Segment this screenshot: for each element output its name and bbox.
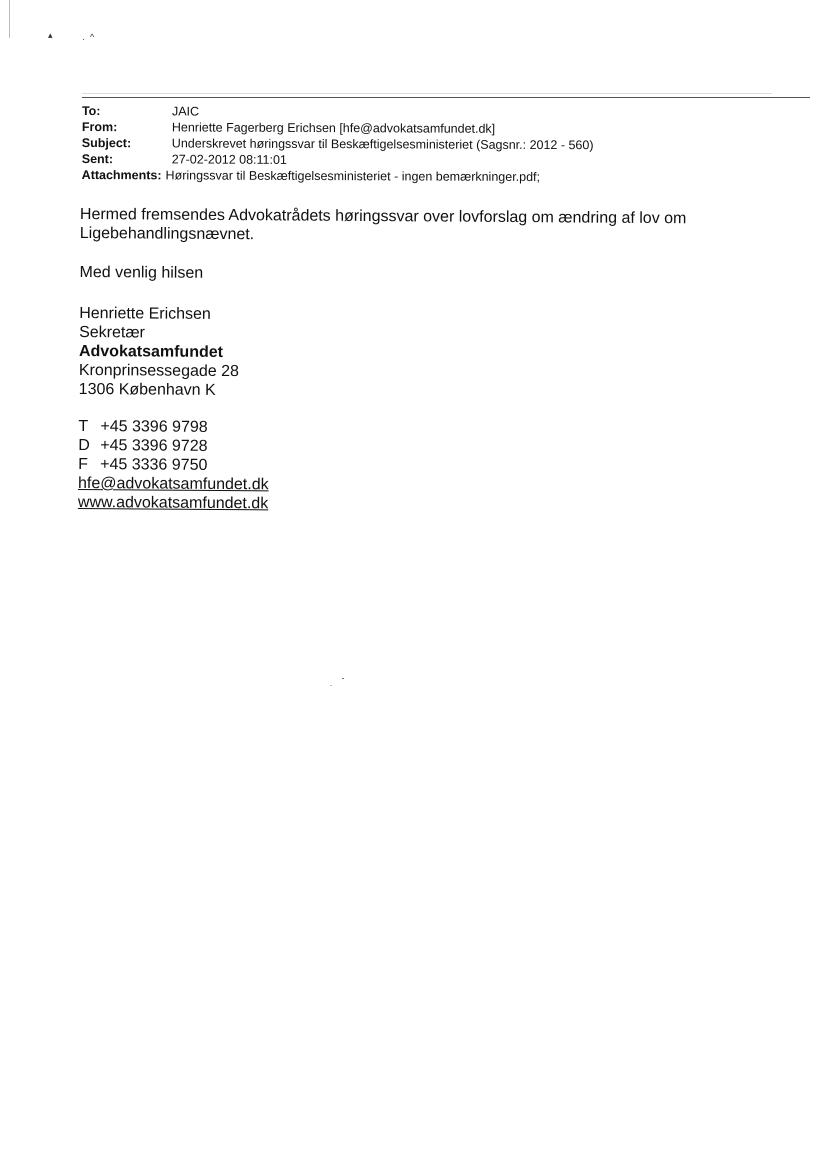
scan-artifact-mark: ▴ bbox=[48, 30, 53, 40]
header-rule-faint bbox=[82, 93, 772, 94]
email-link[interactable]: hfe@advokatsamfundet.dk bbox=[77, 474, 269, 494]
subject-label: Subject: bbox=[81, 135, 132, 151]
body-paragraph bbox=[80, 205, 740, 248]
direct-number: +45 3396 9728 bbox=[100, 437, 208, 455]
sent-label: Sent: bbox=[81, 151, 114, 167]
signature-company: Advokatsamfundet bbox=[78, 342, 224, 362]
to-value: JAIC bbox=[171, 104, 200, 119]
attachments-value: Høringssvar til Beskæftigelsesministeriet - ingen bemærkninger.pdf; bbox=[165, 168, 541, 184]
from-value: Henriette Fagerberg Erichsen [hfe@advokatsamfundet.dk] bbox=[171, 120, 496, 136]
scan-speck bbox=[330, 685, 332, 686]
fax-number: +45 3336 9750 bbox=[100, 456, 208, 474]
closing-greeting: Med venlig hilsen bbox=[79, 263, 204, 282]
phone-letter: T bbox=[78, 417, 89, 436]
scan-artifact-mark: ^ bbox=[90, 32, 95, 42]
signature-title: Sekretær bbox=[79, 323, 145, 342]
email-body bbox=[78, 205, 740, 517]
scan-artifact-mark: · bbox=[82, 34, 85, 44]
sent-value: 27-02-2012 08:11:01 bbox=[171, 152, 287, 167]
body-paragraph-line2: Ligebehandlingsnævnet. bbox=[79, 224, 255, 244]
signature-city: 1306 København K bbox=[78, 380, 216, 399]
fax-letter: F bbox=[78, 455, 89, 474]
subject-value: Underskrevet høringssvar til Beskæftigelsesministeriet (Sagsnr.: 2012 - 560) bbox=[171, 136, 594, 153]
contact-block bbox=[78, 417, 739, 517]
website-link[interactable]: www.advokatsamfundet.dk bbox=[77, 493, 269, 513]
email-header bbox=[82, 103, 594, 185]
to-label: To: bbox=[81, 103, 101, 119]
scan-edge-line bbox=[9, 0, 10, 38]
header-attachments-row bbox=[82, 167, 594, 185]
phone-number: +45 3396 9798 bbox=[100, 418, 208, 436]
signature-street: Kronprinsessegade 28 bbox=[78, 361, 240, 381]
scan-speck bbox=[342, 678, 344, 679]
from-label: From: bbox=[81, 119, 118, 135]
signature-block bbox=[79, 304, 740, 404]
body-paragraph-line1: Hermed fremsendes Advokatrådets høringssvar over lovforslag om ændring af lov om bbox=[79, 205, 687, 228]
header-rule bbox=[82, 97, 810, 98]
attachments-label: Attachments: bbox=[81, 167, 162, 183]
signature-name: Henriette Erichsen bbox=[79, 304, 211, 323]
direct-letter: D bbox=[78, 436, 90, 455]
